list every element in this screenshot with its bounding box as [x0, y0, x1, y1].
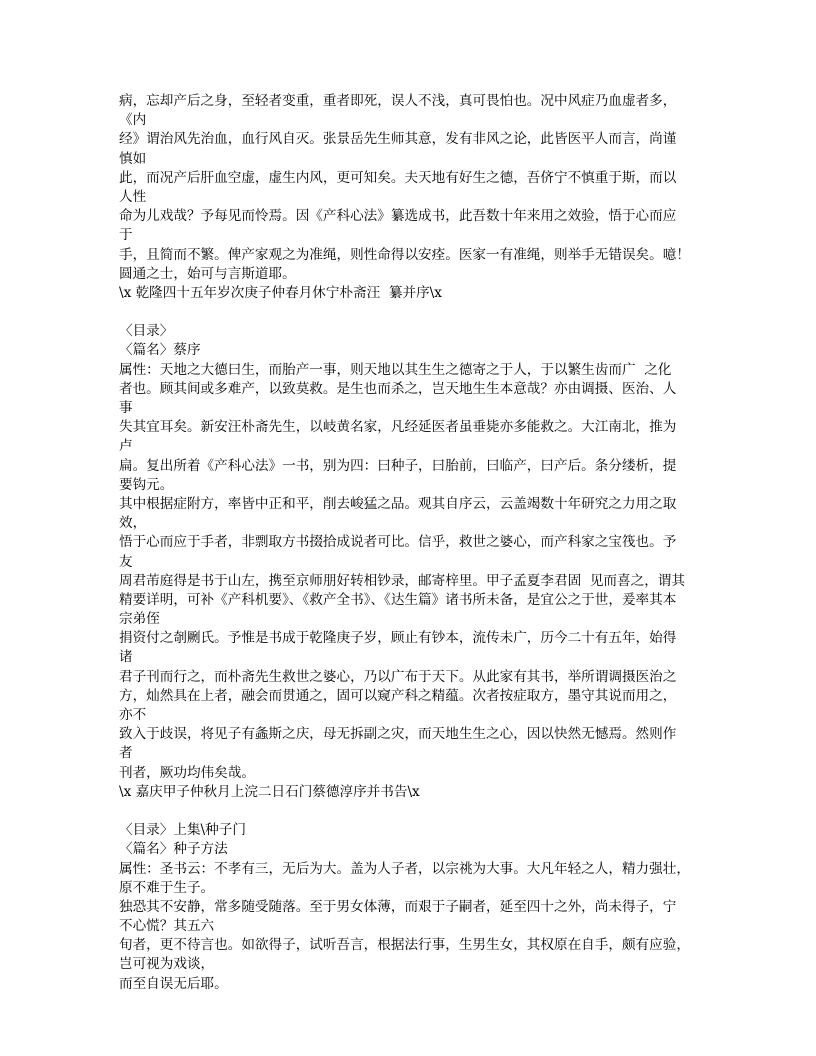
text-line: 友: [119, 553, 133, 570]
text-line: 精要详明，可补《产科机要》、《救产全书》、《达生篇》诸书所未备，是宜公之于世，爰率其本: [119, 591, 677, 608]
text-line: 悟于心而应于手者，非剽取方书掇拾成说者可比。信乎，救世之婆心，而产科家之宝筏也。予: [119, 534, 677, 551]
text-line: 方，灿然具在上者，融会而贯通之，固可以窥产科之精蕴。次者按症取方，墨守其说而用之，: [119, 687, 677, 704]
toc-marker: 〈目录〉: [119, 323, 174, 340]
text-line: 人性: [119, 188, 147, 205]
text-line: 不心慌？其五六: [119, 918, 215, 935]
text-line: 于: [119, 227, 133, 244]
section-title: 〈篇名〉种子方法: [119, 841, 228, 858]
text-line: 宗弟侄: [119, 611, 160, 628]
text-line: 刊者，厥功均伟矣哉。: [119, 764, 255, 781]
text-line: 者: [119, 745, 133, 762]
text-line: 者也。顾其间或多难产，以致莫救。是生也而杀之，岂天地生生本意哉？亦由调摄、医治、人: [119, 380, 677, 397]
text-line: 圆通之士，始可与言斯道耶。: [119, 265, 296, 282]
text-line: 命为儿戏哉？予每见而怜焉。因《产科心法》纂选成书，此吾数十年来用之效验，悟于心而应: [119, 208, 677, 225]
text-line: 捐资付之剞劂氏。予惟是书成于乾隆庚子岁，顾止有钞本，流传未广，历今二十有五年，始得: [119, 630, 677, 647]
text-line: 独恐其不安静，常多随受随落。至于男女体薄，而艰于子嗣者，延至四十之外，尚未得子，宁: [119, 898, 677, 915]
text-line: 效，: [119, 515, 147, 532]
text-line: 失其宜耳矣。新安汪朴斋先生，以岐黄名家，凡经延医者虽垂毙亦多能救之。大江南北，推为: [119, 419, 677, 436]
blank-line: [119, 802, 699, 821]
preface-cai: [119, 322, 699, 802]
document-body: [119, 92, 699, 994]
text-line: 而至自误无后耶。: [119, 975, 228, 992]
text-line: 《内: [119, 112, 147, 129]
section-title: 〈篇名〉蔡序: [119, 342, 201, 359]
text-line: 病，忘却产后之身，至轻者变重，重者即死，误人不浅，真可畏怕也。况中风症乃血虚者多，: [119, 93, 677, 109]
text-line: 经》谓治风先治血，血行风自灭。张景岳先生师其意，发有非风之论，此皆医平人而言，尚谨: [119, 131, 677, 148]
text-line: 手，且简而不繁。俾产家观之为准绳，则性命得以安痊。医家一有准绳，则举手无错误矣。噫！: [119, 246, 690, 263]
preface-wang: [119, 92, 699, 303]
text-line: 属性：圣书云：不孝有三，无后为大。盖为人子者，以宗祧为大事。大凡年轻之人，精力强壮，: [119, 860, 690, 877]
text-line: 诸: [119, 649, 133, 666]
text-line: 事: [119, 400, 133, 416]
signature-line: \x 嘉庆甲子仲秋月上浣二日石门蔡德淳序并书告\x: [119, 783, 420, 800]
text-line: 原不难于生子。: [119, 879, 215, 896]
text-line: 慎如: [119, 150, 147, 167]
text-line: 此，而况产后肝血空虚，虚生内风，更可知矣。夫天地有好生之德，吾侪宁不慎重于斯，而以: [119, 169, 677, 186]
section-zhongzi: [119, 821, 699, 994]
text-line: 君子刊而行之，而朴斋先生救世之婆心，乃以广布于天下。从此家有其书，举所谓调摄医治之: [119, 668, 677, 685]
text-line: 扁。复出所着《产科心法》一书，别为四：曰种子，曰胎前，曰临产，曰产后。条分缕析，提: [119, 457, 677, 474]
signature-line: \x 乾隆四十五年岁次庚子仲春月休宁朴斋汪 纂并序\x: [119, 284, 442, 301]
toc-marker: 〈目录〉上集\种子门: [119, 822, 246, 839]
text-line: 周君芾庭得是书于山左，携至京师朋好转相钞录，邮寄梓里。甲子孟夏李君固 见而喜之，谓其: [119, 572, 685, 589]
text-line: 其中根据症附方，率皆中正和平，削去峻猛之品。观其自序云，云盖竭数十年研究之力用之取: [119, 495, 677, 512]
text-line: 属性：天地之大德曰生，而胎产一事，则天地以其生生之德寄之于人，于以繁生齿而广 之化: [119, 361, 672, 378]
text-line: 岂可视为戏谈，: [119, 956, 215, 973]
text-line: 卢: [119, 438, 133, 455]
text-line: 亦不: [119, 707, 147, 723]
text-line: 要钩元。: [119, 476, 174, 493]
text-line: 旬者，更不待言也。如欲得子，试听吾言，根据法行事，生男生女，其权原在自手，颇有应验，: [119, 937, 690, 954]
blank-line: [119, 303, 699, 322]
text-line: 致入于歧误，将见子有螽斯之庆，母无拆副之灾，而天地生生之心，因以快然无憾焉。然则作: [119, 726, 677, 743]
